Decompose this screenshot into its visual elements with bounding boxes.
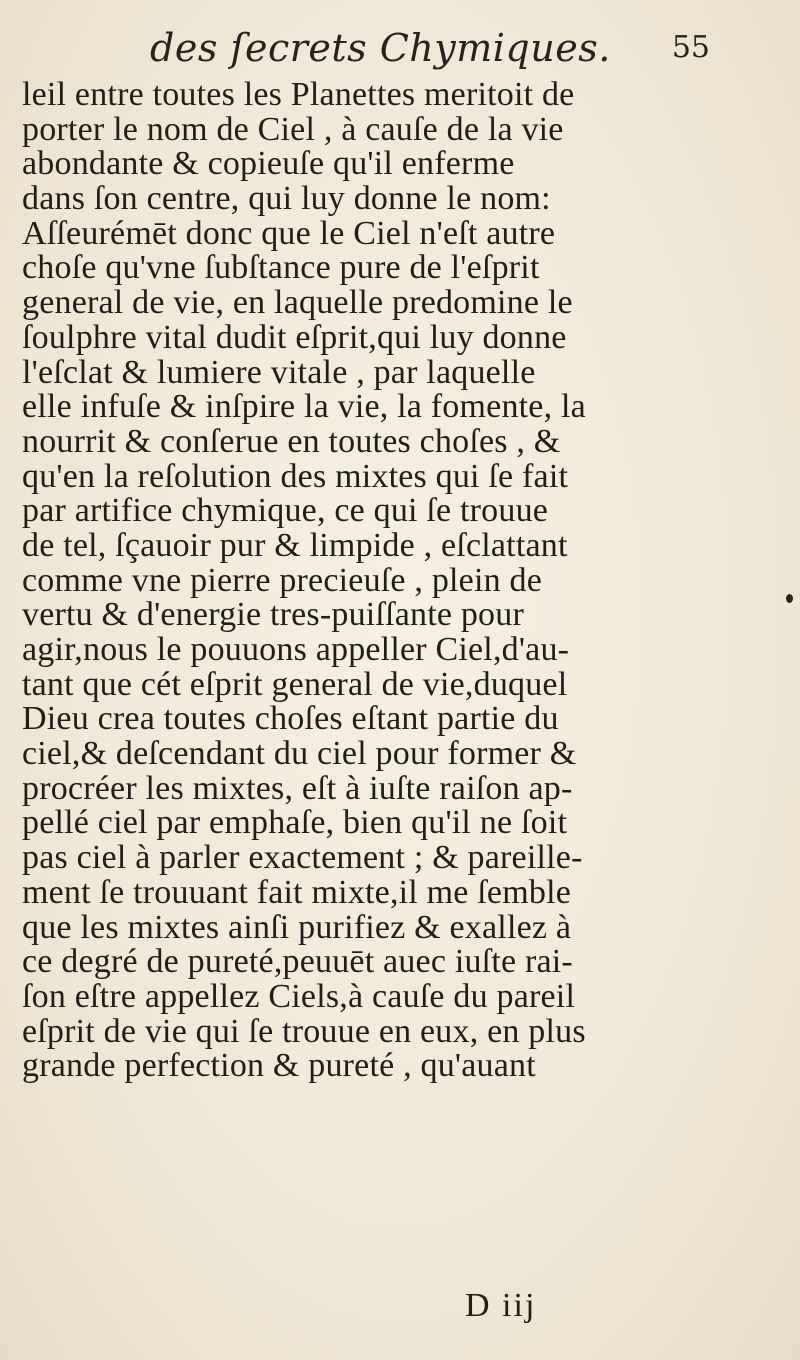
text-line: de tel, ſçauoir pur & limpide , eſclattant — [22, 526, 568, 564]
text-line: nourrit & conſerue en toutes choſes , & — [22, 422, 561, 460]
running-title: des ſecrets Chymiques. — [150, 26, 611, 70]
text-line: choſe qu'vne ſubſtance pure de l'eſprit — [22, 249, 540, 287]
text-line: par artifice chymique, ce qui ſe trouue — [22, 492, 549, 530]
text-line: ſon eſtre appellez Ciels,à cauſe du pareil — [22, 977, 576, 1015]
signature-mark: D iij — [465, 1287, 537, 1324]
text-line: leil entre toutes les Planettes meritoit de — [22, 76, 575, 113]
text-line: vertu & d'energie tres-puiſſante pour — [22, 596, 524, 634]
text-line: ment ſe trouuant fait mixte,il me ſemble — [22, 873, 572, 911]
text-line: qu'en la reſolution des mixtes qui ſe fait — [22, 457, 569, 495]
text-line: grande perfection & pureté , qu'auant — [22, 1047, 536, 1085]
text-line: general de vie, en laquelle predomine le — [22, 284, 573, 322]
body-text — [22, 78, 782, 1084]
text-line: l'eſclat & lumiere vitale , par laquelle — [22, 353, 536, 391]
text-line: ciel,& deſcendant du ciel pour former & — [22, 735, 577, 773]
text-line: eſprit de vie qui ſe trouue en eux, en plus — [22, 1012, 586, 1050]
text-line: tant que cét eſprit general de vie,duquel — [22, 665, 568, 703]
text-line: pas ciel à parler exactement ; & pareille- — [22, 839, 583, 877]
text-line: Aſſeurémēt donc que le Ciel n'eſt autre — [22, 214, 556, 252]
text-line: Dieu crea toutes choſes eſtant partie du — [22, 700, 559, 738]
text-line: comme vne pierre precieuſe , plein de — [22, 561, 542, 599]
text-line: procréer les mixtes, eſt à iuſte raiſon ap- — [22, 769, 573, 807]
text-line: ce degré de pureté,peuuēt auec iuſte rai- — [22, 943, 573, 981]
text-line: porter le nom de Ciel , à cauſe de la vie — [22, 110, 564, 148]
text-line: abondante & copieuſe qu'il enferme — [22, 145, 515, 183]
ink-spot — [786, 594, 793, 603]
text-line: que les mixtes ainſi purifiez & exallez à — [22, 908, 572, 946]
text-line: elle infuſe & inſpire la vie, la fomente, la — [22, 388, 586, 426]
text-line: pellé ciel par emphaſe, bien qu'il ne ſoit — [22, 804, 568, 842]
text-line: dans ſon centre, qui luy donne le nom: — [22, 180, 551, 218]
text-line: agir,nous le pouuons appeller Ciel,d'au- — [22, 631, 570, 668]
text-line: ſoulphre vital dudit eſprit,qui luy donne — [22, 318, 567, 356]
page-number: 55 — [671, 30, 710, 65]
